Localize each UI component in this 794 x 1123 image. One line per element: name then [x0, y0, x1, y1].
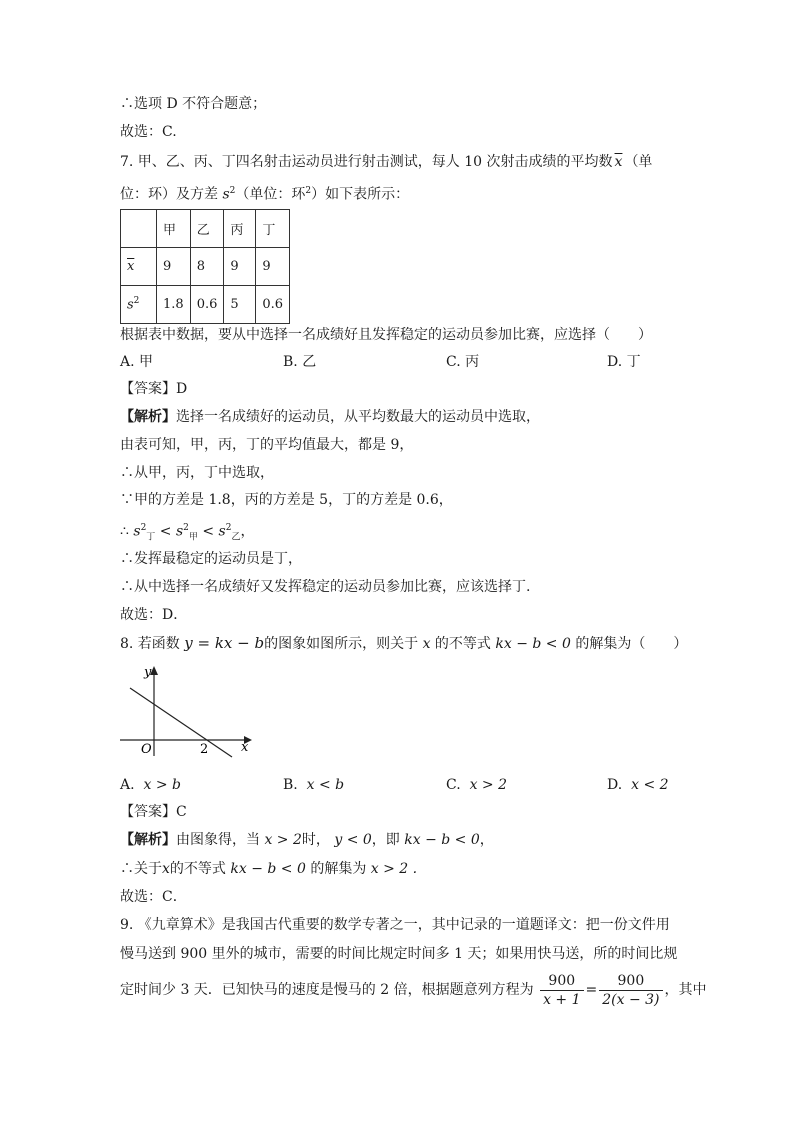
denominator: 2(x − 3) [602, 991, 660, 1008]
variance-exponent: 2 [183, 523, 189, 533]
inequality-expression: kx − b < 0 [404, 832, 480, 848]
explanation-line: ∴发挥最稳定的运动员是丁， [120, 551, 302, 567]
score-table [120, 209, 290, 324]
table-cell: 9 [256, 248, 290, 286]
variable-x: x [162, 861, 170, 877]
option-label: D. [607, 777, 623, 793]
numerator: 900 [540, 972, 583, 991]
solution-math: x > 2 . [370, 861, 418, 877]
explanation-text: 的不等式 [169, 861, 226, 877]
option-c [446, 775, 507, 795]
question-9-line-3 [120, 970, 707, 1010]
table-row [121, 248, 290, 286]
explanation-label: 【解析】 [120, 409, 176, 425]
option-math: x > 2 [469, 777, 508, 793]
variance-symbol: s [127, 297, 134, 313]
option-a [120, 775, 181, 795]
option-math: x > b [143, 777, 181, 793]
table-cell: 乙 [190, 210, 224, 248]
table-cell: 丙 [224, 210, 256, 248]
function-expression: y = kx − b [184, 634, 265, 652]
equals-sign: = [585, 982, 598, 998]
explanation-line: 故选：D． [120, 607, 188, 623]
mean-symbol: $\overline{x}$ [614, 154, 623, 170]
explanation-text: 由图象得，当 [176, 832, 260, 848]
q8-text: 的图象如图所示，则关于 [264, 636, 419, 652]
x-intercept-label: 2 [200, 742, 209, 757]
explanation-line [120, 859, 417, 879]
mean-symbol: $\overline{x}$ [127, 259, 135, 274]
variance-subscript: 甲 [188, 532, 198, 543]
condition-math: y < 0 [334, 832, 372, 848]
variance-exponent: 2 [140, 523, 147, 533]
table-cell: 9 [157, 248, 191, 286]
table-cell: 9 [224, 248, 256, 286]
variance-inequality [120, 518, 254, 547]
option-b: B. 乙 [283, 354, 317, 370]
variable-x: x [422, 636, 431, 652]
explanation-text: 时， [301, 832, 330, 848]
explanation-line: 故选：C． [120, 889, 187, 905]
variance-subscript: 乙 [231, 532, 241, 543]
explanation-line: 【解析】由图象得，当 x > 2时， y < 0，即 kx − b < 0， [120, 832, 494, 848]
option-c: C. 丙 [446, 354, 480, 370]
answer-line: 【答案】D [120, 381, 188, 397]
answer-line: 【答案】C [120, 804, 187, 820]
denominator: x + 1 [543, 991, 581, 1008]
table-cell: 丁 [256, 210, 290, 248]
question-7-stem: 根据表中数据，要从中选择一名成绩好且发挥稳定的运动员参加比赛，应选择（ ） [120, 327, 652, 343]
table-cell [121, 210, 157, 248]
q8-text: 的解集为（ ） [575, 636, 688, 652]
option-label: B. [283, 777, 298, 793]
question-8-stem [120, 633, 687, 654]
q7-text: 7. 甲、乙、丙、丁四名射击运动员进行射击测试，每人 10 次射击成绩的平均数 [120, 154, 613, 170]
less-than: < [202, 523, 215, 540]
table-cell: 甲 [157, 210, 191, 248]
question-7-line-1 [120, 152, 652, 172]
explanation-text: 的解集为 [310, 861, 367, 877]
table-cell: 5 [224, 286, 256, 324]
table-cell: 0.6 [190, 286, 224, 324]
table-row [121, 286, 290, 324]
text-line: ∴选项 D 不符合题意； [120, 96, 267, 112]
function-graph [112, 660, 257, 760]
table-cell: 8 [190, 248, 224, 286]
explanation-text: 选择一名成绩好的运动员，从平均数最大的运动员中选取， [176, 409, 540, 425]
question-7-line-2 [120, 181, 409, 205]
table-cell: 0.6 [256, 286, 290, 324]
less-than: < [159, 523, 172, 540]
q7-text: （单 [624, 154, 653, 170]
table-cell [121, 248, 157, 286]
explanation-text: ∴关于 [120, 861, 162, 877]
q8-text: 的不等式 [434, 636, 491, 652]
text-line: 故选：C. [120, 124, 177, 140]
variance-exponent: 2 [225, 523, 232, 533]
option-label: C. [446, 777, 461, 793]
explanation-line: ∴从甲，丙，丁中选取， [120, 465, 274, 481]
option-a: A. 甲 [120, 354, 154, 370]
q9-text: ，其中 [664, 982, 707, 998]
fraction [540, 972, 583, 1009]
question-9-line-1: 9. 《九章算术》是我国古代重要的数学专著之一，其中记录的一道题译文：把一份文件用 [120, 917, 670, 933]
variance-symbol: s [222, 186, 230, 203]
comma: ， [240, 523, 255, 540]
q7-text: （单位：环 [235, 186, 306, 203]
q9-text: 定时间少 3 天．已知快马的速度是慢马的 2 倍，根据题意列方程为 [120, 982, 534, 998]
variance-symbol: s [175, 523, 184, 540]
explanation-text: ，即 [371, 832, 400, 848]
option-math: x < 2 [631, 777, 669, 793]
option-label: A. [120, 777, 135, 793]
explanation-line: 由表可知，甲，丙，丁的平均值最大，都是 9， [120, 437, 414, 453]
variance-exponent: 2 [133, 296, 140, 307]
unit-exponent: 2 [305, 186, 312, 196]
q7-text: ）如下表所示： [311, 186, 410, 203]
explanation-line: ∵甲的方差是 1.8，丙的方差是 5，丁的方差是 0.6， [120, 492, 453, 508]
numerator: 900 [599, 972, 662, 991]
variance-symbol: s [133, 523, 141, 540]
origin-label: O [141, 742, 152, 757]
condition-math: x > 2 [264, 832, 302, 848]
y-axis-label: y [144, 665, 152, 680]
q8-text: 8. 若函数 [120, 636, 180, 652]
explanation-line: ∴从中选择一名成绩好又发挥稳定的运动员参加比赛，应该选择丁. [120, 579, 531, 595]
inequality-expression: kx − b < 0 [495, 636, 571, 652]
table-header-row [121, 210, 290, 248]
inequality-expression: kx − b < 0 [230, 861, 306, 877]
option-math: x < b [306, 777, 345, 793]
explanation-label: 【解析】 [120, 832, 176, 848]
question-9-line-2: 慢马送到 900 里外的城市，需要的时间比规定时间多 1 天；如果用快马送，所的时间比规 [120, 946, 678, 962]
explanation-line [120, 407, 540, 427]
option-d [607, 775, 669, 795]
fraction [599, 972, 662, 1009]
table-cell [121, 286, 157, 324]
option-b [283, 775, 344, 795]
option-d: D. 丁 [607, 354, 641, 370]
q7-text: 位：环）及方差 [120, 186, 218, 203]
x-axis-label: x [241, 740, 249, 755]
table-cell: 1.8 [157, 286, 191, 324]
variance-symbol: s [218, 523, 226, 540]
therefore-symbol: ∴ [120, 523, 129, 540]
variance-subscript: 丁 [146, 532, 156, 543]
variance-exponent: 2 [229, 186, 236, 196]
